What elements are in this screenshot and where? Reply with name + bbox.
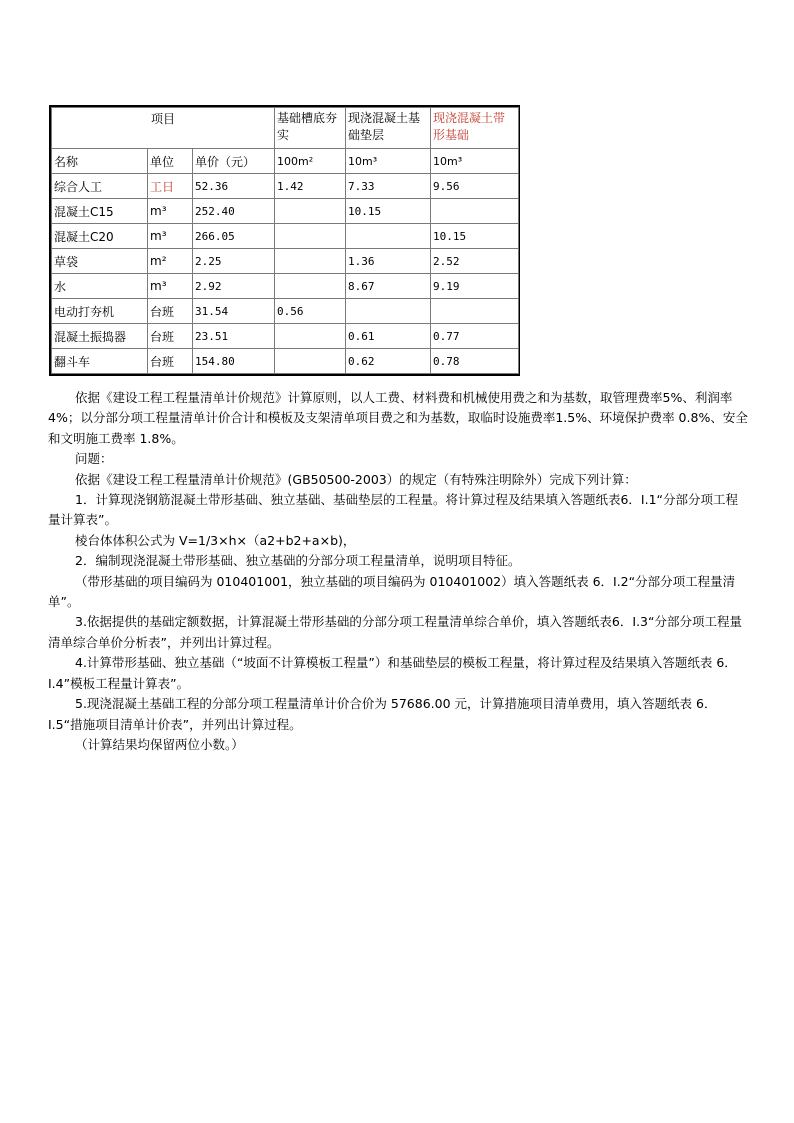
- cell-price: 252.40: [193, 199, 275, 224]
- header-item: 项目: [52, 108, 275, 149]
- question-2: 2．编制现浇混凝土带形基础、独立基础的分部分项工程量清单，说明项目特征。: [75, 553, 521, 569]
- cell-name: 混凝土C15: [52, 199, 148, 224]
- paragraph-basis: 依据《建设工程工程量清单计价规范》计算原则，以人工费、材料费和机械使用费之和为基数，取管理费率5%、利润率 4%；以分部分项工程量清单计价合计和模板及支架清单项目费之和为基数，取临时设施费率1.5%、环境保护费率 0.8%、安全和文明施工费率 1.8%。: [48, 390, 748, 446]
- cell-unit: 台班: [148, 324, 193, 349]
- paragraph-question-label: 问题：: [75, 451, 113, 467]
- cell-value-cushion: 0.61: [346, 324, 431, 349]
- table-row: [52, 199, 519, 224]
- cell-value-cushion: [346, 299, 431, 324]
- cell-unit: 工日: [148, 174, 193, 199]
- question-5: 5.现浇混凝土基础工程的分部分项工程量清单计价合价为 57686.00 元，计算措施项目清单费用，填入答题纸表 6．Ⅰ.5“措施项目清单计价表”，并列出计算过程。: [48, 696, 717, 732]
- cell-price: 23.51: [193, 324, 275, 349]
- cell-unit: m³: [148, 274, 193, 299]
- cell-name: 水: [52, 274, 148, 299]
- question-4: 4.计算带形基础、独立基础（“坡面不计算模板工程量”）和基础垫层的模板工程量，将计算过程及结果填入答题纸表 6．Ⅰ.4”模板工程量计算表”。: [48, 655, 737, 691]
- cell-unit: m²: [148, 249, 193, 274]
- table-row: [52, 299, 519, 324]
- cell-price: 31.54: [193, 299, 275, 324]
- cell-name: 电动打夯机: [52, 299, 148, 324]
- header-col-cushion: 现浇混凝土基础垫层: [346, 108, 431, 149]
- cell-value-cushion: 1.36: [346, 249, 431, 274]
- cell-value-strip: 9.19: [431, 274, 519, 299]
- cell-value-tamping: 0.56: [275, 299, 346, 324]
- formula-note: 棱台体体积公式为 V=1/3×h×（a2+b2+a×b)，: [75, 532, 356, 548]
- cell-unit: m³: [148, 199, 193, 224]
- cell-value-tamping: [275, 224, 346, 249]
- cell-unit: 台班: [148, 299, 193, 324]
- cell-value-strip: [431, 199, 519, 224]
- question-1: 1．计算现浇钢筋混凝土带形基础、独立基础、基础垫层的工程量。将计算过程及结果填入答题纸表6．Ⅰ.1“分部分项工程量计算表”。: [48, 492, 738, 528]
- table-row: [52, 274, 519, 299]
- question-text: [48, 388, 748, 755]
- cell-unit: 台班: [148, 349, 193, 374]
- header-col-strip: [431, 108, 519, 149]
- cell-value-tamping: [275, 324, 346, 349]
- sub-header-name: 名称: [52, 149, 148, 174]
- header-col-strip-text: 现浇混凝土带形基础: [433, 111, 506, 142]
- table-row: [52, 249, 519, 274]
- cell-value-strip: 0.77: [431, 324, 519, 349]
- cell-name: 混凝土振捣器: [52, 324, 148, 349]
- cell-name: 翻斗车: [52, 349, 148, 374]
- cell-value-tamping: [275, 249, 346, 274]
- cell-value-tamping: 1.42: [275, 174, 346, 199]
- table-row: [52, 224, 519, 249]
- cell-name: 混凝土C20: [52, 224, 148, 249]
- quota-table-grid: [51, 107, 519, 374]
- cell-value-strip: [431, 299, 519, 324]
- sub-header-unit-1: 100m²: [275, 149, 346, 174]
- cell-unit: m³: [148, 224, 193, 249]
- cell-name: 草袋: [52, 249, 148, 274]
- cell-price: 52.36: [193, 174, 275, 199]
- table-row: [52, 174, 519, 199]
- sub-header-unit: 单位: [148, 149, 193, 174]
- cell-value-cushion: [346, 224, 431, 249]
- cell-price: 154.80: [193, 349, 275, 374]
- rounding-note: （计算结果均保留两位小数。）: [75, 736, 244, 752]
- question-2-codes: （带形基础的项目编码为 010401001，独立基础的项目编码为 010401002）填入答题纸表 6．Ⅰ.2“分部分项工程量清单”。: [48, 573, 736, 610]
- cell-value-strip: 9.56: [431, 174, 519, 199]
- cell-value-cushion: 10.15: [346, 199, 431, 224]
- sub-header-row: [52, 149, 519, 174]
- question-3: 3.依据提供的基础定额数据，计算混凝土带形基础的分部分项工程量清单综合单价，填入答题纸表6．Ⅰ.3“分部分项工程量清单综合单价分析表”，并列出计算过程。: [48, 614, 742, 650]
- cell-value-tamping: [275, 349, 346, 374]
- table-row: [52, 349, 519, 374]
- cell-name: 综合人工: [52, 174, 148, 199]
- header-col-tamping: 基础槽底夯实: [275, 108, 346, 149]
- cell-value-strip: 10.15: [431, 224, 519, 249]
- cell-price: 2.92: [193, 274, 275, 299]
- cell-value-tamping: [275, 274, 346, 299]
- quota-table: [49, 105, 520, 376]
- cell-value-cushion: 0.62: [346, 349, 431, 374]
- cell-price: 266.05: [193, 224, 275, 249]
- sub-header-unit-2: 10m³: [346, 149, 431, 174]
- paragraph-instructions: 依据《建设工程工程量清单计价规范》(GB50500-2003）的规定（有特殊注明除外）完成下列计算：: [75, 471, 637, 487]
- cell-value-cushion: 8.67: [346, 274, 431, 299]
- cell-value-cushion: 7.33: [346, 174, 431, 199]
- cell-value-strip: 0.78: [431, 349, 519, 374]
- table-body: [52, 174, 519, 374]
- table-row: [52, 324, 519, 349]
- sub-header-price: 单价（元）: [193, 149, 275, 174]
- sub-header-unit-3: 10m³: [431, 149, 519, 174]
- cell-value-strip: 2.52: [431, 249, 519, 274]
- header-row: [52, 108, 519, 149]
- cell-value-tamping: [275, 199, 346, 224]
- cell-price: 2.25: [193, 249, 275, 274]
